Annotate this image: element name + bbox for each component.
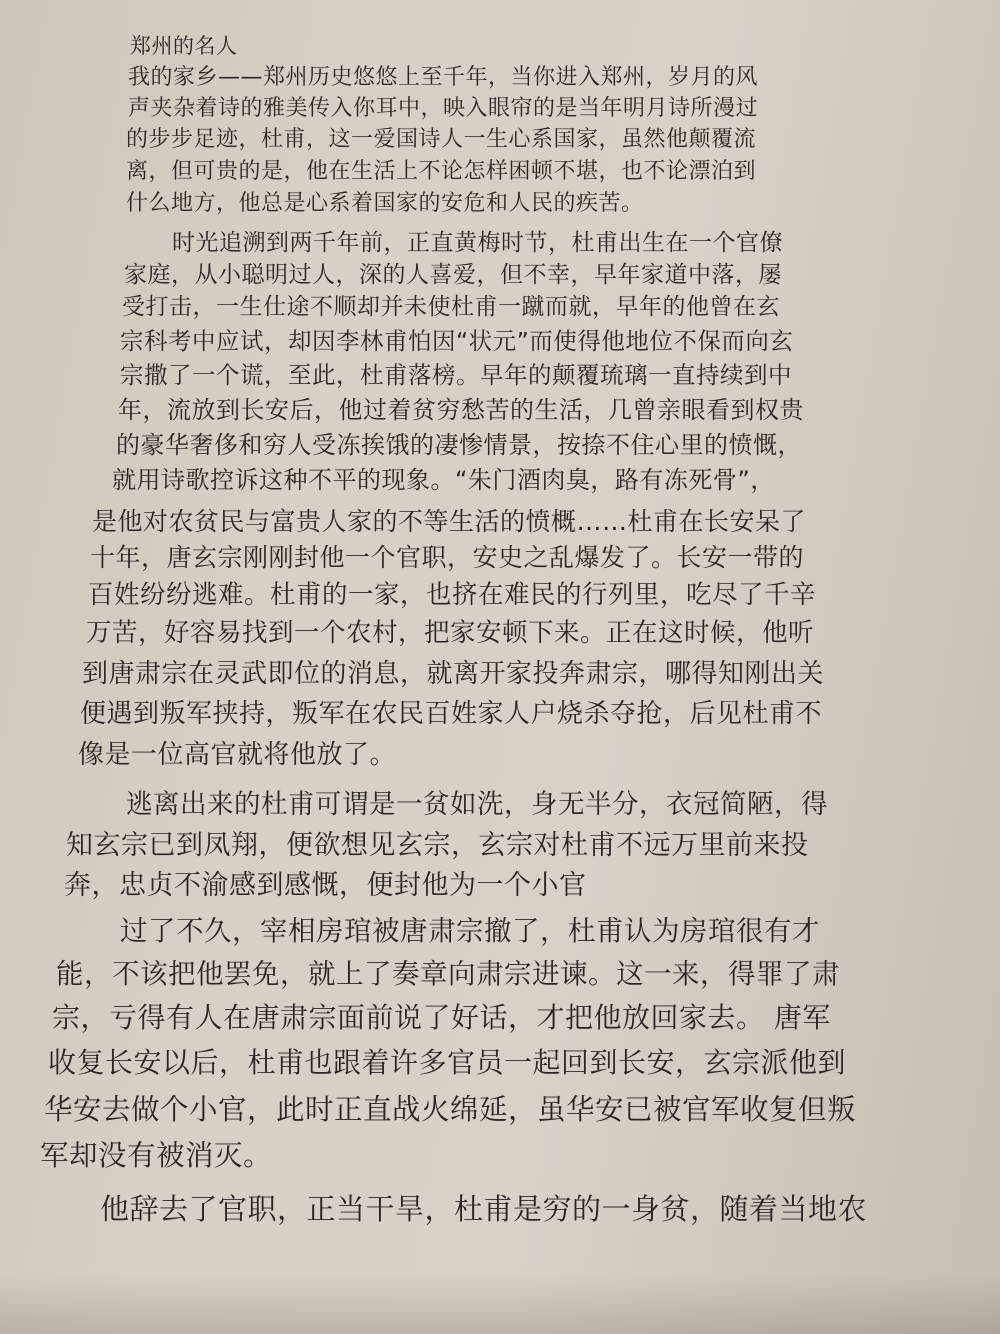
text-line: 逃离出来的杜甫可谓是一贫如洗，身无半分，衣冠简陋，得: [126, 789, 828, 820]
text-line: 知玄宗已到凤翔，便欲想见玄宗，玄宗对杜甫不远万里前来投: [66, 830, 809, 861]
text-line: 收复长安以后，杜甫也跟着许多官员一起回到长安，玄宗派他到: [48, 1046, 847, 1079]
text-line: 他辞去了官职，正当干旱，杜甫是穷的一身贫，随着当地农: [100, 1192, 868, 1226]
text-line: 什么地方，他总是心系着国家的安危和人民的疾苦。: [126, 191, 644, 216]
page-shadow: [0, 1274, 1000, 1334]
text-line: 受打击，一生仕途不顺却并未使杜甫一蹴而就，早年的他曾在玄: [122, 294, 780, 320]
text-line: 宗，亏得有人在唐肃宗面前说了好话，才把他放回家去。 唐军: [52, 1001, 831, 1034]
text-line: 离，但可贵的是，他在生活上不论怎样困顿不堪，也不论漂泊到: [126, 159, 757, 184]
text-line: 宗撒了一个谎，至此，杜甫落榜。早年的颠覆琉璃一直持续到中: [120, 361, 792, 389]
text-line: 百姓纷纷逃难。杜甫的一家，也挤在难民的行列里，吃尽了千辛: [88, 580, 817, 610]
text-line: 过了不久，宰相房琯被唐肃宗撤了，杜甫认为房琯很有才: [120, 915, 820, 947]
text-line: 到唐肃宗在灵武即位的消息，就离开家投奔肃宗，哪得知刚出关: [82, 659, 825, 689]
text-line: 华安去做个小官，此时正直战火绵延，虽华安已被官军收复但叛: [44, 1093, 857, 1126]
text-line: 年，流放到长安后，他过着贫穷愁苦的生活，几曾亲眼看到权贵: [118, 396, 804, 424]
text-line: 能，不该把他罢免，就上了奏章向肃宗进谏。这一来，得罪了肃: [56, 958, 840, 990]
text-line: 就用诗歌控诉这种不平的现象。“朱门酒肉臭，路有冻死骨”，: [112, 466, 775, 494]
text-line: 万苦，好容易找到一个农村，把家安顿下来。正在这时候，他听: [86, 618, 815, 648]
document-title: 郑州的名人: [130, 34, 238, 58]
text-line: 军却没有被消灭。: [40, 1139, 273, 1172]
text-line: 宗科考中应试，却因李林甫怕因“状元”而使得他地位不保而向玄: [120, 327, 794, 355]
text-line: 时光追溯到两千年前，正直黄梅时节，杜甫出生在一个官僚: [172, 230, 783, 256]
text-line: 家庭，从小聪明过人，深的人喜爱，但不幸，早年家道中落，屡: [124, 262, 782, 288]
text-line: 便遇到叛军挟持，叛军在农民百姓家人户烧杀夺抢，后见杜甫不: [80, 699, 823, 729]
text-line: 像是一位高官就将他放了。: [78, 740, 397, 770]
text-line: 的豪华奢侈和穷人受冻挨饿的凄惨情景，按捺不住心里的愤慨，: [116, 431, 802, 459]
text-line: 十年，唐玄宗刚刚封他一个官职，安史之乱爆发了。长安一带的: [90, 543, 805, 572]
text-line: 是他对农贫民与富贵人家的不等生活的愤概……杜甫在长安呆了: [92, 507, 807, 536]
text-line: 我的家乡——郑州历史悠悠上至千年，当你进入郑州，岁月的风: [128, 65, 759, 90]
text-line: 的步步足迹，杜甫，这一爱国诗人一生心系国家，虽然他颠覆流: [126, 127, 757, 152]
text-line: 声夹杂着诗的雅美传入你耳中，映入眼帘的是当年明月诗所漫过: [128, 96, 759, 121]
text-line: 奔，忠贞不渝感到感慨，便封他为一个小官: [64, 870, 587, 901]
